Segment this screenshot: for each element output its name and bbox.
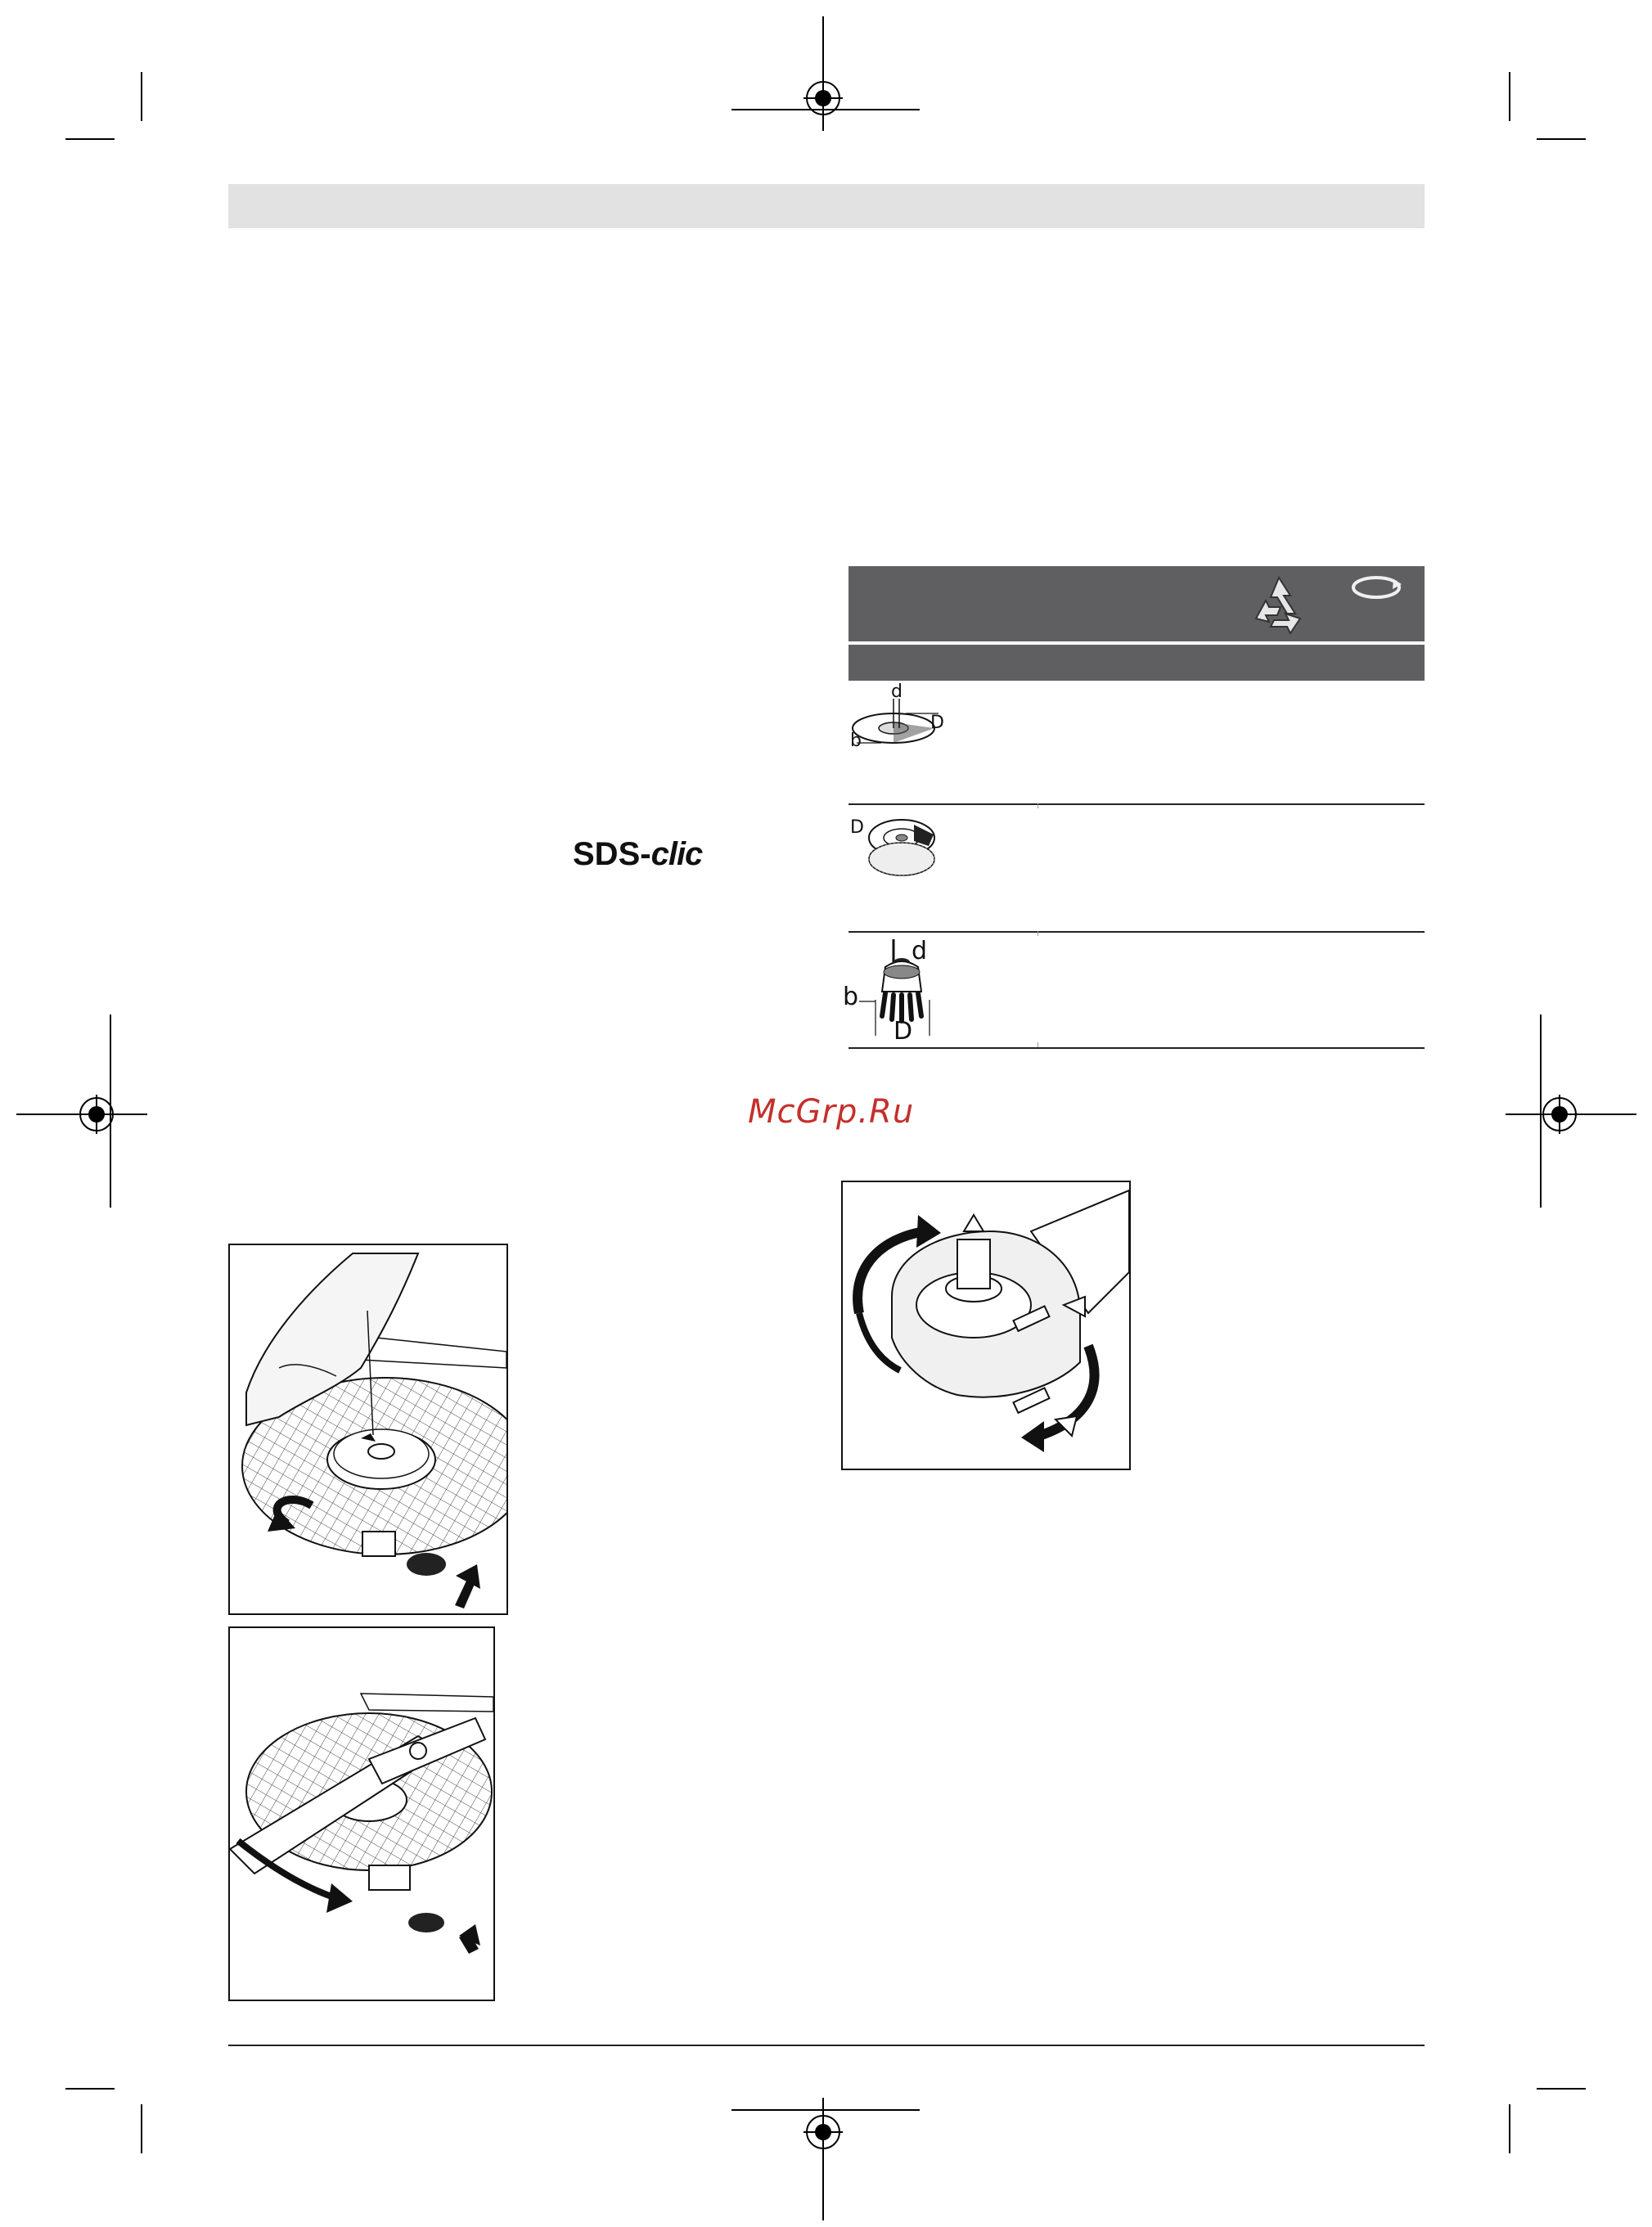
crop-mark <box>731 109 920 110</box>
dimension-label-D: D <box>930 713 944 733</box>
hand-tightening-illustration <box>230 1245 506 1613</box>
table-row-divider <box>849 1047 1425 1049</box>
dimension-label-d: d <box>891 682 903 702</box>
crop-mark <box>1537 2088 1586 2090</box>
watermark-text: McGrp.Ru <box>748 1093 915 1131</box>
dimension-label-d: d <box>912 937 928 965</box>
crop-mark <box>110 1015 111 1208</box>
crop-mark <box>1509 2104 1510 2153</box>
logo-brand-suffix: clic <box>650 836 703 872</box>
footer-rule <box>228 2045 1425 2046</box>
crop-mark <box>65 2088 115 2090</box>
recycle-icon <box>1241 573 1317 638</box>
table-row-divider <box>849 803 1425 805</box>
protective-guard-rotation-figure <box>841 1181 1131 1470</box>
crop-mark <box>141 2104 142 2153</box>
wrench-loosening-illustration <box>230 1628 493 2000</box>
crop-mark <box>1506 1114 1636 1115</box>
crop-mark <box>1540 1015 1542 1208</box>
dimension-label-b: b <box>843 983 859 1011</box>
dimension-label-b: b <box>850 731 862 751</box>
logo-brand: SDS- <box>573 836 651 872</box>
dimension-label-D: D <box>894 1017 913 1041</box>
rotation-direction-icon <box>1348 571 1405 604</box>
wrench-loosening-disc-figure <box>228 1626 495 2001</box>
hand-tightening-disc-figure <box>228 1244 508 1615</box>
table-row-divider <box>849 931 1425 933</box>
cutting-disc-icon <box>849 682 947 758</box>
crop-mark <box>1537 138 1586 140</box>
crop-mark <box>16 1114 147 1115</box>
crop-mark <box>822 16 824 131</box>
crop-mark <box>731 2109 920 2111</box>
cup-brush-icon <box>843 934 957 1041</box>
accessory-table-header <box>849 566 1425 641</box>
flap-disc-icon <box>849 808 947 890</box>
crop-mark <box>141 72 142 121</box>
page-header-band <box>228 184 1425 228</box>
crop-mark <box>1509 72 1510 121</box>
crop-mark <box>822 2098 824 2220</box>
accessory-table-subheader <box>849 645 1425 681</box>
dimension-label-D: D <box>850 817 864 838</box>
sds-clic-logo <box>573 836 702 873</box>
guard-rotation-illustration <box>843 1182 1129 1469</box>
crop-mark <box>65 138 115 140</box>
